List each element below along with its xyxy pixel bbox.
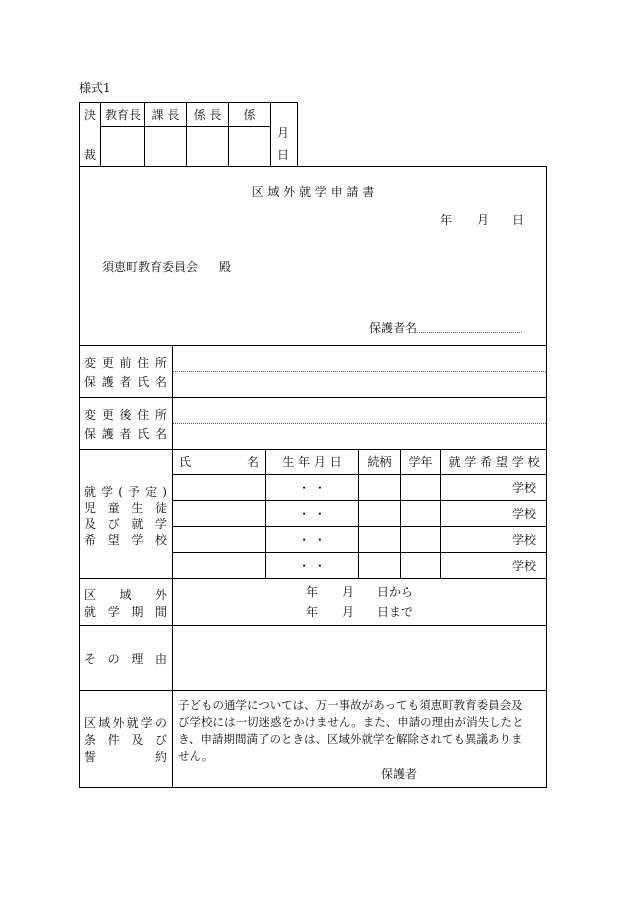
header-name-right: 名: [247, 455, 260, 469]
approval-date-day: 日: [277, 148, 290, 162]
conditions-text-line2: び学校には一切迷惑をかけません。また、申請の理由が消失したと: [178, 715, 524, 729]
students-label-line2: 児童生徒: [84, 501, 167, 515]
row1-school: 学校: [512, 481, 537, 495]
period-from-day: 日から: [377, 585, 414, 599]
row1-birth-date: ・ ・: [298, 481, 326, 495]
students-label-line1: 就学(予定): [84, 485, 167, 499]
application-date-month: 月: [477, 213, 490, 227]
approval-col-staff: 係: [243, 108, 256, 122]
row3-school: 学校: [512, 533, 537, 547]
conditions-guardian-label: 保護者: [381, 767, 418, 781]
period-to-year: 年: [306, 605, 319, 619]
approval-date-month: 月: [277, 126, 290, 140]
before-address-label: 変更前住所: [84, 356, 167, 370]
after-guardian-label: 保護者氏名: [84, 427, 167, 441]
header-desired-school: 就 学 希 望 学 校: [448, 455, 540, 469]
addressee-honorific: 殿: [219, 260, 232, 274]
students-label-line4: 希望学校: [84, 533, 167, 547]
row2-birth-date: ・ ・: [298, 507, 326, 521]
period-label-line2: 就学期間: [84, 605, 167, 619]
reason-label: その理由: [84, 652, 167, 666]
header-grade: 学年: [408, 455, 433, 469]
application-date-year: 年: [440, 213, 453, 227]
header-name-left: 氏: [179, 455, 192, 469]
application-date-day: 日: [512, 213, 525, 227]
conditions-text-line1: 子どもの通学については、万一事故があっても須恵町教育委員会及: [178, 698, 523, 712]
period-to-day: 日まで: [377, 605, 414, 619]
period-from-year: 年: [306, 585, 319, 599]
application-title: 区 域 外 就 学 申 請 書: [251, 185, 375, 199]
period-to-month: 月: [342, 605, 355, 619]
addressee: 須恵町教育委員会: [102, 260, 199, 274]
conditions-text-line4: せん。: [178, 749, 214, 763]
approval-col-superintendent: 教育長: [104, 108, 141, 122]
period-label-line1: 区域外: [84, 588, 167, 602]
approval-col-subsection-chief: 係 長: [193, 108, 222, 122]
row2-school: 学校: [512, 507, 537, 521]
approval-col-section-chief: 課 長: [151, 108, 180, 122]
conditions-label-line2: 条件及び: [84, 733, 167, 747]
form-label: 様式1: [79, 81, 111, 95]
header-birth-date: 生 年 月 日: [282, 455, 342, 469]
after-address-label: 変更後住所: [84, 408, 167, 422]
period-from-month: 月: [342, 585, 355, 599]
students-label-line3: 及び就学: [84, 517, 167, 531]
before-guardian-label: 保護者氏名: [84, 375, 167, 389]
row4-school: 学校: [512, 559, 537, 573]
approval-title-top: 決: [84, 108, 97, 122]
row4-birth-date: ・ ・: [298, 559, 326, 573]
row3-birth-date: ・ ・: [298, 533, 326, 547]
guardian-name-label: 保護者名: [369, 321, 418, 335]
conditions-label-line1: 区域外就学の: [84, 716, 167, 730]
conditions-text-line3: き、申請期間満了のときは、区域外就学を解除されても異議ありま: [178, 732, 523, 746]
conditions-label-line3: 誓約: [84, 750, 167, 764]
header-relation: 続柄: [367, 455, 392, 469]
approval-title-bottom: 裁: [84, 148, 97, 162]
